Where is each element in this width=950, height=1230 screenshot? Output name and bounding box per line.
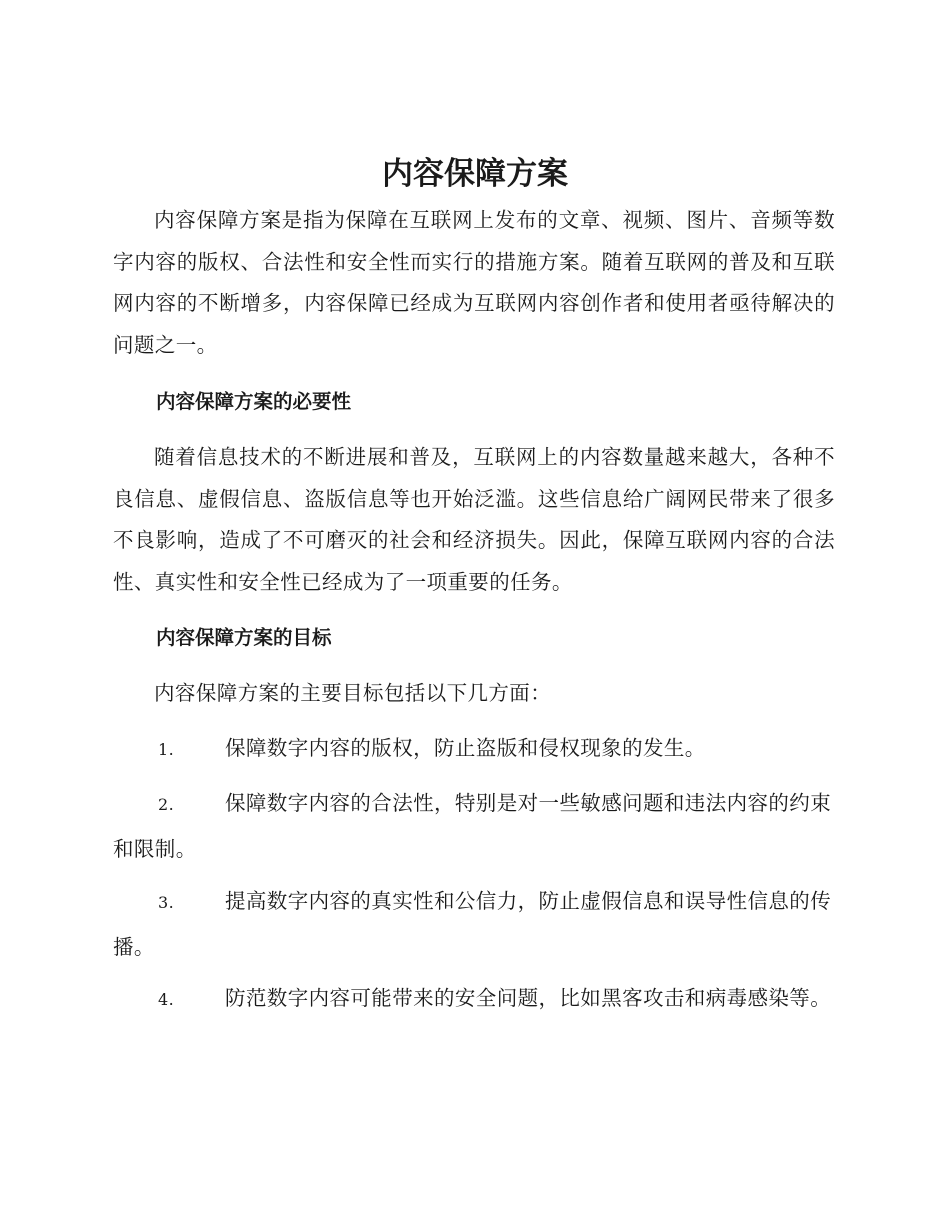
list-item (113, 879, 835, 969)
list-item-text: 提高数字内容的真实性和公信力，防止虚假信息和误导性信息的传播。 (113, 889, 832, 959)
list-item (113, 976, 835, 1022)
list-item (113, 726, 835, 772)
necessity-paragraph: 随着信息技术的不断进展和普及，互联网上的内容数量越来越大，各种不良信息、虚假信息、盗版信息等也开始泛滥。这些信息给广阔网民带来了很多不良影响，造成了不可磨灭的社会和经济损失。因此，保障互联网内容的合法性、真实性和安全性已经成为了一项重要的任务。 (113, 445, 835, 594)
list-item-number: 1. (158, 740, 175, 759)
list-item-text: 保障数字内容的版权，防止盗版和侵权现象的发生。 (225, 736, 706, 760)
goals-lead-paragraph: 内容保障方案的主要目标包括以下几方面： (154, 681, 552, 705)
section-heading-necessity: 内容保障方案的必要性 (156, 390, 352, 413)
list-item-text: 保障数字内容的合法性，特别是对一些敏感问题和违法内容的约束和限制。 (113, 791, 832, 861)
list-item-number: 3. (158, 893, 175, 912)
list-item (113, 781, 835, 871)
section-heading-goals: 内容保障方案的目标 (156, 626, 332, 649)
list-item-number: 2. (158, 795, 175, 814)
list-item-text: 防范数字内容可能带来的安全问题，比如黑客攻击和病毒感染等。 (225, 986, 832, 1010)
intro-paragraph: 内容保障方案是指为保障在互联网上发布的文章、视频、图片、音频等数字内容的版权、合法性和安全性而实行的措施方案。随着互联网的普及和互联网内容的不断增多，内容保障已经成为互联网内容创作者和使用者亟待解决的问题之一。 (113, 208, 835, 357)
document-title: 内容保障方案 (382, 156, 568, 192)
list-item-number: 4. (158, 990, 175, 1009)
